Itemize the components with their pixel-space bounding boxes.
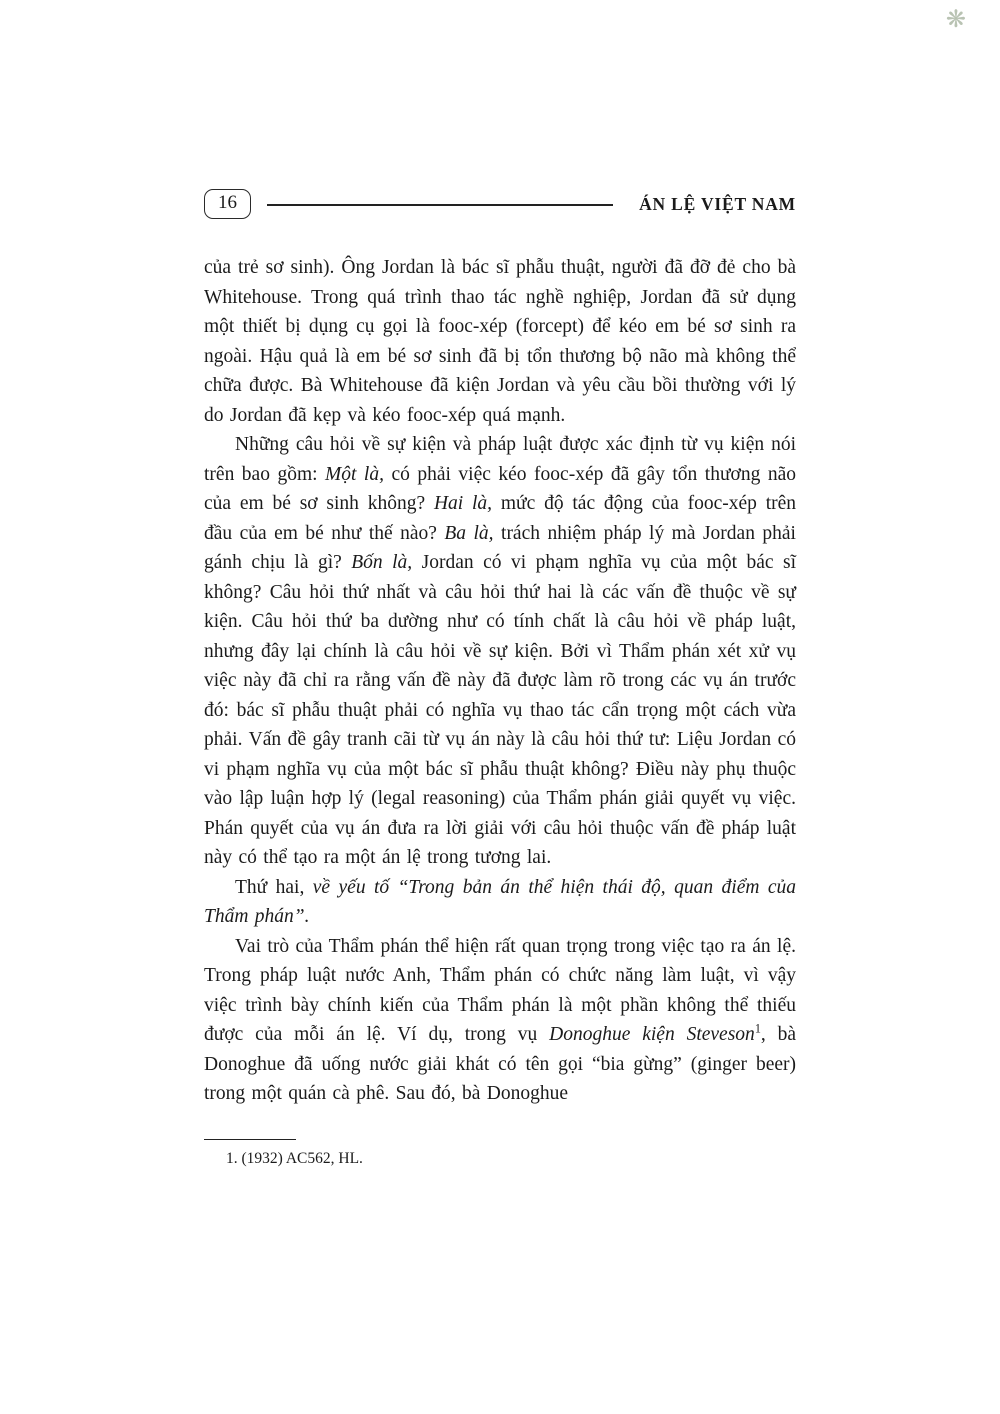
flower-icon: ❋	[945, 7, 966, 33]
page-content	[204, 186, 796, 1169]
text-segment: Thứ hai,	[235, 876, 313, 898]
text-segment: có phải việc kéo fooc-xép đã gây tổn thương não của em bé sơ sinh không?	[204, 463, 796, 514]
text-segment: mức độ tác động của fooc-xép trên đầu của em bé như thế nào?	[204, 493, 797, 544]
footnote-text: 1. (1932) AC562, HL.	[226, 1149, 363, 1167]
footnote	[204, 1139, 796, 1169]
page-header	[204, 186, 796, 222]
paragraph	[204, 253, 796, 430]
footnote-rule	[204, 1139, 296, 1140]
page-number: 16	[218, 192, 237, 213]
text-segment: của trẻ sơ sinh). Ông Jordan là bác sĩ phẫu thuật, người đã đỡ đẻ cho bà Whitehouse. Trong quá trình thao tác nghề nghiệp, Jordan đã sử dụng một thiết bị dụng cụ gọi là fooc-xép (forcept) để kéo em bé sơ sinh ra ngoài. Hậu quả là em bé sơ sinh đã bị tổn thương bộ não mà không thể chữa được. Bà Whitehouse đã kiện Jordan và yêu cầu bồi thường với lý do Jordan đã kẹp và kéo fooc-xép quá mạnh.	[204, 257, 796, 426]
paragraph	[204, 873, 796, 932]
text-segment: Jordan có vi phạm nghĩa vụ của một bác sĩ không? Câu hỏi thứ nhất và câu hỏi thứ hai là các vấn đề thuộc về sự kiện. Câu hỏi thứ ba dường như có tính chất là câu hỏi về pháp luật, nhưng đây lại chính là câu hỏi về sự kiện. Bởi vì Thẩm phán xét xử vụ việc này đã chỉ ra rằng vấn đề này đã được làm rõ trong các vụ án trước đó: bác sĩ phẫu thuật phải có nghĩa vụ thao tác cẩn trọng một cách vừa phải. Vấn đề gây tranh cãi từ vụ án này là câu hỏi thứ tư: Liệu Jordan có vi phạm nghĩa vụ của một bác sĩ phẫu thuật không? Điều này phụ thuộc vào lập luận hợp lý (legal reasoning) của Thẩm phán giải quyết vụ việc. Phán quyết của vụ án đưa ra lời giải với câu hỏi thuộc vấn đề pháp luật này có thể tạo ra một án lệ trong tương lai.	[204, 552, 796, 868]
text-segment: Một là,	[325, 463, 384, 485]
page-number-box	[204, 189, 251, 219]
text-segment: Ba là,	[444, 522, 494, 544]
text-segment: về yếu tố “Trong bản án thể hiện thái độ, quan điểm của Thẩm phán”.	[204, 876, 796, 927]
text-segment: Hai là,	[433, 493, 493, 514]
paragraph	[204, 430, 796, 873]
text-segment: Bốn là,	[351, 552, 413, 573]
page-title: ÁN LỆ VIỆT NAM	[639, 193, 796, 214]
paragraph	[204, 932, 796, 1109]
text-segment: Những câu hỏi về sự kiện và pháp luật được xác định từ vụ kiện nói trên bao gồm:	[204, 434, 796, 485]
page-body	[204, 253, 796, 1109]
header-rule	[267, 204, 613, 206]
text-segment: trách nhiệm pháp lý mà Jordan phải gánh chịu là gì?	[204, 522, 796, 573]
text-segment: , bà Donoghue đã uống nước giải khát có tên gọi “bia gừng” (ginger beer) trong một quán cà phê. Sau đó, bà Donoghue	[204, 1024, 797, 1104]
footnote-reference: 1	[754, 1021, 761, 1036]
text-segment: Vai trò của Thẩm phán thể hiện rất quan trọng trong việc tạo ra án lệ. Trong pháp luật nước Anh, Thẩm phán có chức năng làm luật, vì vậy việc trình bày chính kiến của Thẩm phán là một phần không thể thiếu được của mỗi án lệ. Ví dụ, trong vụ	[204, 935, 796, 1045]
text-segment: Donoghue kiện Steveson	[549, 1024, 755, 1045]
